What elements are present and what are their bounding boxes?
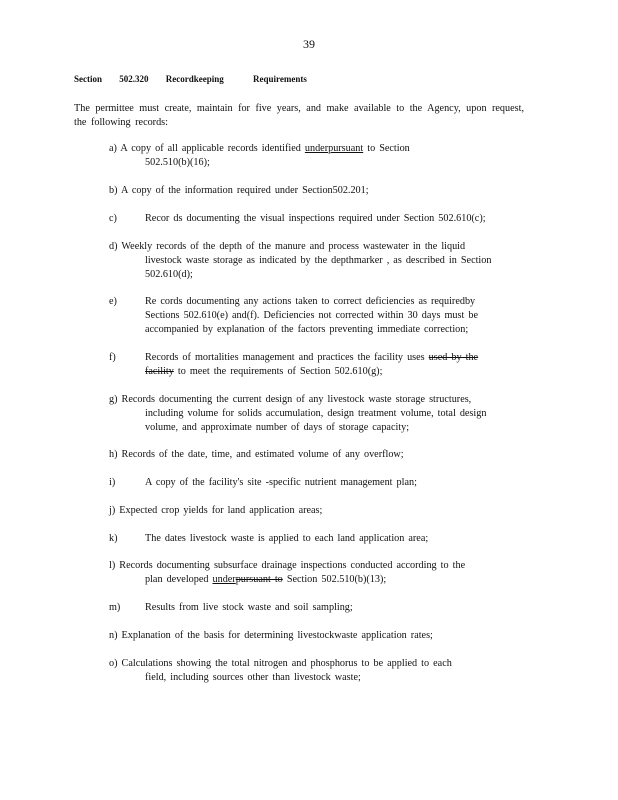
list-item-l <box>109 559 527 587</box>
item-text-continued: accompanied by explanation of the factors preventing immediate correction; <box>145 324 469 335</box>
underlined-insertion: under <box>212 574 236 585</box>
list-item-o <box>109 657 527 685</box>
item-text: Records documenting subsurface drainage inspections conducted according to the <box>119 560 466 571</box>
list-item-h <box>109 448 527 462</box>
list-item-k <box>109 532 527 546</box>
item-label: g) <box>109 394 118 405</box>
item-label: l) <box>109 560 116 571</box>
item-text: Expected crop yields for land application areas; <box>119 505 323 516</box>
item-label: a) <box>109 143 117 154</box>
item-text: A copy of the information required under Section502.201; <box>120 185 369 196</box>
list-item-d <box>109 240 527 282</box>
item-text: Explanation of the basis for determining livestockwaste application rates; <box>121 630 433 641</box>
item-label: b) <box>109 185 118 196</box>
page-number: 39 <box>303 37 315 51</box>
item-text: Records documenting the current design of any livestock waste storage structures, <box>121 394 472 405</box>
struck-deletion: used by the <box>428 352 479 363</box>
item-text-continued: Section 502.510(b)(13); <box>286 574 387 585</box>
list-item-c <box>109 212 527 226</box>
intro-paragraph: The permittee must create, maintain for five years, and make available to the Agency, upon request, the following records: <box>74 103 524 128</box>
list-item-m <box>109 601 527 615</box>
item-text: Re cords documenting any actions taken to correct deficiencies as requiredby <box>145 296 476 307</box>
item-label: c) <box>109 213 117 224</box>
item-text: Calculations showing the total nitrogen and phosphorus to be applied to each <box>121 658 452 669</box>
item-text: The dates livestock waste is applied to each land application area; <box>145 533 429 544</box>
item-text-continued: including volume for solids accumulation, design treatment volume, total design <box>145 408 487 419</box>
item-label: f) <box>109 352 116 363</box>
item-text: Weekly records of the depth of the manure and process wastewater in the liquid <box>121 241 466 252</box>
item-text: A copy of the facility's site -specific nutrient management plan; <box>145 477 417 488</box>
item-text-continued: livestock waste storage as indicated by the depthmarker , as described in Section <box>145 255 492 266</box>
item-label: i) <box>109 477 116 488</box>
underlined-insertion: under <box>304 143 329 154</box>
struck-deletion: pursuant to <box>235 574 283 585</box>
section-code: 502.320 <box>119 74 149 84</box>
item-text-continued: to meet the requirements of Section 502.610(g); <box>177 366 383 377</box>
item-text: Records of the date, time, and estimated volume of any overflow; <box>121 449 404 460</box>
list-item-f <box>109 351 527 379</box>
item-text-continued: field, including sources other than livestock waste; <box>145 672 361 683</box>
section-title-word-2: Requirements <box>253 74 307 84</box>
section-label: Section <box>74 74 102 84</box>
item-text: Records of mortalities management and practices the facility uses <box>145 352 425 363</box>
item-label: h) <box>109 449 118 460</box>
struck-deletion: facility <box>145 366 174 377</box>
list-item-g <box>109 393 527 435</box>
item-text-continued: 502.610(d); <box>145 269 193 280</box>
list-item-j <box>109 504 527 518</box>
item-label: k) <box>109 533 118 544</box>
underlined-insertion: pursuant <box>328 143 364 154</box>
list-item-n <box>109 629 527 643</box>
item-text: Recor ds documenting the visual inspections required under Section 502.610(c); <box>145 213 486 224</box>
list-item-b <box>109 184 527 198</box>
list-item-i <box>109 476 527 490</box>
item-text: to Section <box>367 143 410 154</box>
list-item-a <box>109 142 527 170</box>
section-heading <box>74 74 321 84</box>
item-label: j) <box>109 505 116 516</box>
item-label: e) <box>109 296 117 307</box>
item-label: m) <box>109 602 121 613</box>
item-text-continued: Sections 502.610(e) and(f). Deficiencies not corrected within 30 days must be <box>145 310 478 321</box>
section-title-word-1: Recordkeeping <box>165 74 224 84</box>
item-text: A copy of all applicable records identified <box>120 143 301 154</box>
item-label: n) <box>109 630 118 641</box>
item-text-continued: plan developed <box>145 574 209 585</box>
item-text-continued: 502.510(b)(16); <box>145 157 210 168</box>
item-text: Results from live stock waste and soil sampling; <box>145 602 353 613</box>
list-item-e <box>109 295 527 337</box>
item-label: d) <box>109 241 118 252</box>
item-text-continued: volume, and approximate number of days of storage capacity; <box>145 422 410 433</box>
item-label: o) <box>109 658 118 669</box>
